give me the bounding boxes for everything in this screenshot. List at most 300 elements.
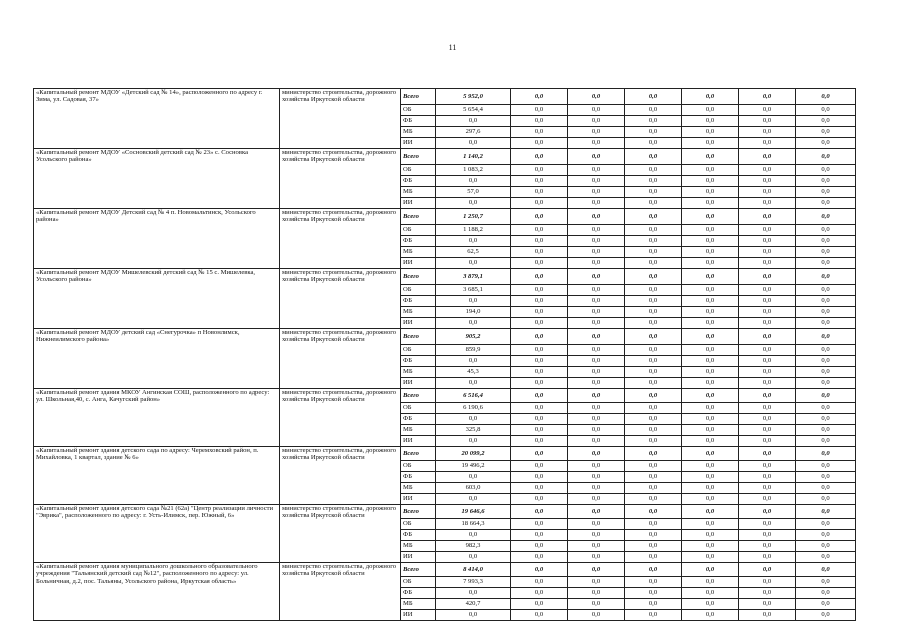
amount-cell: 0,0 — [568, 225, 625, 236]
amount-cell: 0,0 — [568, 258, 625, 269]
amount-cell: 0,0 — [568, 105, 625, 116]
amount-cell: 0,0 — [739, 541, 796, 552]
amount-cell: 0,0 — [682, 187, 739, 198]
amount-cell: 0,0 — [625, 461, 682, 472]
amount-cell: 0,0 — [796, 552, 856, 563]
amount-cell: 0,0 — [739, 505, 796, 519]
amount-cell: 0,0 — [796, 505, 856, 519]
funding-source: ОБ — [401, 403, 436, 414]
amount-cell: 1 140,2 — [436, 149, 511, 165]
amount-cell: 0,0 — [511, 89, 568, 105]
amount-cell: 0,0 — [436, 318, 511, 329]
funding-source: ИИ — [401, 552, 436, 563]
funding-source: Всего — [401, 389, 436, 403]
amount-cell: 0,0 — [682, 588, 739, 599]
amount-cell: 0,0 — [796, 577, 856, 588]
amount-cell: 0,0 — [568, 494, 625, 505]
amount-cell: 0,0 — [796, 269, 856, 285]
amount-cell: 6 516,4 — [436, 389, 511, 403]
amount-cell: 0,0 — [682, 577, 739, 588]
amount-cell: 0,0 — [796, 367, 856, 378]
amount-cell: 0,0 — [682, 389, 739, 403]
amount-cell: 0,0 — [739, 530, 796, 541]
amount-cell: 0,0 — [511, 563, 568, 577]
amount-cell: 0,0 — [511, 236, 568, 247]
amount-cell: 0,0 — [511, 138, 568, 149]
funding-source: ИИ — [401, 258, 436, 269]
amount-cell: 0,0 — [436, 530, 511, 541]
project-name: «Капитальный ремонт МДОУ Мишелевский детский сад № 15 с. Мишелевка, Усольского района» — [34, 269, 280, 329]
amount-cell: 0,0 — [511, 610, 568, 621]
project-name: «Капитальный ремонт МДОУ Детский сад № 4 п. Новомальтинск, Усольского района» — [34, 209, 280, 269]
amount-cell: 0,0 — [682, 149, 739, 165]
project-executor: министерство строительства, дорожного хозяйства Иркутской области — [280, 389, 401, 447]
amount-cell: 0,0 — [511, 116, 568, 127]
amount-cell: 0,0 — [682, 198, 739, 209]
amount-cell: 0,0 — [682, 116, 739, 127]
amount-cell: 0,0 — [796, 165, 856, 176]
project-name: «Капитальный ремонт здания детского сада по адресу: Черемховский район, п. Михайловка, 1 квартал, здание № 6» — [34, 447, 280, 505]
project-executor: министерство строительства, дорожного хозяйства Иркутской области — [280, 563, 401, 621]
amount-cell: 0,0 — [511, 225, 568, 236]
amount-cell: 0,0 — [625, 269, 682, 285]
amount-cell: 0,0 — [625, 577, 682, 588]
amount-cell: 0,0 — [436, 198, 511, 209]
amount-cell: 0,0 — [625, 563, 682, 577]
amount-cell: 0,0 — [436, 610, 511, 621]
amount-cell: 0,0 — [682, 165, 739, 176]
amount-cell: 0,0 — [796, 89, 856, 105]
amount-cell: 0,0 — [796, 198, 856, 209]
amount-cell: 0,0 — [568, 367, 625, 378]
amount-cell: 0,0 — [436, 552, 511, 563]
amount-cell: 0,0 — [682, 105, 739, 116]
amount-cell: 0,0 — [682, 345, 739, 356]
amount-cell: 0,0 — [625, 436, 682, 447]
amount-cell: 0,0 — [511, 472, 568, 483]
funding-source: ИИ — [401, 436, 436, 447]
amount-cell: 0,0 — [796, 403, 856, 414]
amount-cell: 0,0 — [739, 247, 796, 258]
amount-cell: 0,0 — [739, 403, 796, 414]
amount-cell: 0,0 — [739, 116, 796, 127]
amount-cell: 859,9 — [436, 345, 511, 356]
funding-source: ФБ — [401, 116, 436, 127]
amount-cell: 0,0 — [625, 258, 682, 269]
amount-cell: 0,0 — [682, 447, 739, 461]
amount-cell: 0,0 — [511, 187, 568, 198]
amount-cell: 0,0 — [568, 588, 625, 599]
amount-cell: 0,0 — [796, 116, 856, 127]
amount-cell: 0,0 — [625, 138, 682, 149]
amount-cell: 0,0 — [436, 296, 511, 307]
amount-cell: 1 250,7 — [436, 209, 511, 225]
amount-cell: 0,0 — [511, 403, 568, 414]
amount-cell: 0,0 — [796, 176, 856, 187]
funding-source: ИИ — [401, 138, 436, 149]
amount-cell: 0,0 — [796, 307, 856, 318]
funding-source: МБ — [401, 307, 436, 318]
project-executor: министерство строительства, дорожного хозяйства Иркутской области — [280, 447, 401, 505]
amount-cell: 0,0 — [511, 425, 568, 436]
amount-cell: 0,0 — [739, 89, 796, 105]
amount-cell: 1 188,2 — [436, 225, 511, 236]
amount-cell: 325,8 — [436, 425, 511, 436]
funding-source: ФБ — [401, 236, 436, 247]
amount-cell: 0,0 — [682, 494, 739, 505]
amount-cell: 0,0 — [739, 588, 796, 599]
funding-source: ФБ — [401, 414, 436, 425]
amount-cell: 0,0 — [625, 345, 682, 356]
amount-cell: 0,0 — [739, 236, 796, 247]
amount-cell: 0,0 — [682, 472, 739, 483]
funding-source: ИИ — [401, 378, 436, 389]
amount-cell: 0,0 — [796, 105, 856, 116]
project-name: «Капитальный ремонт МДОУ «Сосновский детский сад № 23» с. Сосновка Усольского района» — [34, 149, 280, 209]
budget-table — [33, 88, 856, 621]
amount-cell: 0,0 — [568, 345, 625, 356]
amount-cell: 0,0 — [568, 269, 625, 285]
amount-cell: 0,0 — [682, 296, 739, 307]
amount-cell: 0,0 — [568, 577, 625, 588]
amount-cell: 0,0 — [739, 519, 796, 530]
amount-cell: 0,0 — [739, 356, 796, 367]
amount-cell: 0,0 — [739, 285, 796, 296]
amount-cell: 0,0 — [682, 258, 739, 269]
amount-cell: 0,0 — [568, 541, 625, 552]
amount-cell: 0,0 — [625, 307, 682, 318]
amount-cell: 0,0 — [511, 247, 568, 258]
amount-cell: 57,0 — [436, 187, 511, 198]
amount-cell: 0,0 — [568, 378, 625, 389]
table-row — [34, 505, 856, 519]
amount-cell: 0,0 — [436, 494, 511, 505]
amount-cell: 0,0 — [625, 329, 682, 345]
project-executor: министерство строительства, дорожного хозяйства Иркутской области — [280, 149, 401, 209]
project-name: «Капитальный ремонт здания МКОУ Ангинская СОШ, расположенного по адресу: ул. Школьная,40, с. Анга, Качугский район» — [34, 389, 280, 447]
amount-cell: 0,0 — [682, 541, 739, 552]
amount-cell: 0,0 — [739, 494, 796, 505]
amount-cell: 0,0 — [682, 176, 739, 187]
amount-cell: 0,0 — [739, 552, 796, 563]
amount-cell: 0,0 — [739, 367, 796, 378]
project-executor: министерство строительства, дорожного хозяйства Иркутской области — [280, 89, 401, 149]
amount-cell: 0,0 — [796, 461, 856, 472]
amount-cell: 0,0 — [568, 116, 625, 127]
amount-cell: 0,0 — [568, 505, 625, 519]
amount-cell: 0,0 — [625, 378, 682, 389]
amount-cell: 0,0 — [796, 494, 856, 505]
funding-source: Всего — [401, 149, 436, 165]
funding-source: МБ — [401, 599, 436, 610]
funding-source: Всего — [401, 505, 436, 519]
funding-source: Всего — [401, 89, 436, 105]
amount-cell: 0,0 — [511, 447, 568, 461]
amount-cell: 603,0 — [436, 483, 511, 494]
amount-cell: 0,0 — [568, 599, 625, 610]
amount-cell: 0,0 — [568, 403, 625, 414]
funding-source: ИИ — [401, 610, 436, 621]
amount-cell: 5 952,0 — [436, 89, 511, 105]
amount-cell: 18 664,3 — [436, 519, 511, 530]
project-name: «Капитальный ремонт МДОУ детский сад «Снегурочка» п Новонлимск, Нижнеилимского района» — [34, 329, 280, 389]
amount-cell: 0,0 — [568, 209, 625, 225]
amount-cell: 0,0 — [796, 356, 856, 367]
funding-source: ОБ — [401, 285, 436, 296]
amount-cell: 0,0 — [511, 519, 568, 530]
amount-cell: 0,0 — [625, 127, 682, 138]
project-executor: министерство строительства, дорожного хозяйства Иркутской области — [280, 209, 401, 269]
amount-cell: 3 685,1 — [436, 285, 511, 296]
amount-cell: 0,0 — [682, 483, 739, 494]
amount-cell: 0,0 — [796, 483, 856, 494]
project-name: «Капитальный ремонт здания муниципального дошкольного образовательного учреждения "Тальянский детский сад №12", расположенного по адресу: ул. Больничная, д.2, пос. Тальяны, Усольского района, Иркутская область» — [34, 563, 280, 621]
table-body — [34, 89, 856, 621]
amount-cell: 0,0 — [511, 127, 568, 138]
project-executor: министерство строительства, дорожного хозяйства Иркутской области — [280, 329, 401, 389]
amount-cell: 5 654,4 — [436, 105, 511, 116]
funding-source: ИИ — [401, 198, 436, 209]
amount-cell: 0,0 — [625, 505, 682, 519]
amount-cell: 0,0 — [625, 296, 682, 307]
amount-cell: 0,0 — [568, 483, 625, 494]
amount-cell: 0,0 — [568, 389, 625, 403]
funding-source: Всего — [401, 563, 436, 577]
amount-cell: 0,0 — [511, 318, 568, 329]
funding-source: ОБ — [401, 461, 436, 472]
amount-cell: 0,0 — [625, 530, 682, 541]
amount-cell: 0,0 — [682, 138, 739, 149]
amount-cell: 0,0 — [682, 378, 739, 389]
amount-cell: 0,0 — [682, 89, 739, 105]
amount-cell: 0,0 — [739, 414, 796, 425]
amount-cell: 194,0 — [436, 307, 511, 318]
amount-cell: 0,0 — [739, 577, 796, 588]
amount-cell: 0,0 — [511, 505, 568, 519]
amount-cell: 0,0 — [796, 389, 856, 403]
amount-cell: 0,0 — [568, 329, 625, 345]
amount-cell: 0,0 — [796, 329, 856, 345]
amount-cell: 0,0 — [739, 258, 796, 269]
amount-cell: 420,7 — [436, 599, 511, 610]
amount-cell: 0,0 — [739, 225, 796, 236]
amount-cell: 0,0 — [568, 307, 625, 318]
amount-cell: 0,0 — [796, 447, 856, 461]
amount-cell: 0,0 — [625, 519, 682, 530]
amount-cell: 0,0 — [739, 269, 796, 285]
amount-cell: 0,0 — [568, 138, 625, 149]
amount-cell: 19 496,2 — [436, 461, 511, 472]
amount-cell: 0,0 — [511, 367, 568, 378]
amount-cell: 0,0 — [511, 541, 568, 552]
amount-cell: 0,0 — [625, 176, 682, 187]
amount-cell: 7 993,3 — [436, 577, 511, 588]
funding-source: МБ — [401, 483, 436, 494]
amount-cell: 0,0 — [796, 425, 856, 436]
amount-cell: 0,0 — [511, 552, 568, 563]
amount-cell: 0,0 — [739, 138, 796, 149]
amount-cell: 0,0 — [625, 447, 682, 461]
amount-cell: 0,0 — [511, 105, 568, 116]
amount-cell: 0,0 — [436, 378, 511, 389]
amount-cell: 0,0 — [796, 519, 856, 530]
amount-cell: 0,0 — [682, 461, 739, 472]
amount-cell: 0,0 — [511, 198, 568, 209]
amount-cell: 0,0 — [568, 89, 625, 105]
amount-cell: 0,0 — [568, 436, 625, 447]
amount-cell: 0,0 — [739, 378, 796, 389]
amount-cell: 0,0 — [625, 165, 682, 176]
amount-cell: 0,0 — [568, 176, 625, 187]
amount-cell: 0,0 — [568, 296, 625, 307]
amount-cell: 0,0 — [796, 225, 856, 236]
amount-cell: 0,0 — [511, 494, 568, 505]
amount-cell: 0,0 — [796, 530, 856, 541]
amount-cell: 0,0 — [682, 209, 739, 225]
amount-cell: 0,0 — [682, 610, 739, 621]
amount-cell: 982,3 — [436, 541, 511, 552]
amount-cell: 0,0 — [436, 176, 511, 187]
amount-cell: 0,0 — [568, 461, 625, 472]
amount-cell: 0,0 — [625, 247, 682, 258]
funding-source: ОБ — [401, 345, 436, 356]
funding-source: ФБ — [401, 472, 436, 483]
amount-cell: 0,0 — [796, 318, 856, 329]
funding-source: ФБ — [401, 296, 436, 307]
amount-cell: 0,0 — [625, 89, 682, 105]
amount-cell: 20 099,2 — [436, 447, 511, 461]
amount-cell: 0,0 — [625, 425, 682, 436]
amount-cell: 0,0 — [568, 165, 625, 176]
amount-cell: 0,0 — [568, 425, 625, 436]
amount-cell: 0,0 — [739, 296, 796, 307]
amount-cell: 0,0 — [625, 187, 682, 198]
project-executor: министерство строительства, дорожного хозяйства Иркутской области — [280, 269, 401, 329]
amount-cell: 0,0 — [682, 436, 739, 447]
amount-cell: 0,0 — [796, 436, 856, 447]
amount-cell: 0,0 — [682, 269, 739, 285]
amount-cell: 3 879,1 — [436, 269, 511, 285]
amount-cell: 0,0 — [511, 329, 568, 345]
amount-cell: 0,0 — [511, 483, 568, 494]
funding-source: МБ — [401, 367, 436, 378]
amount-cell: 0,0 — [511, 599, 568, 610]
funding-source: ФБ — [401, 530, 436, 541]
amount-cell: 0,0 — [739, 345, 796, 356]
amount-cell: 0,0 — [796, 247, 856, 258]
amount-cell: 0,0 — [796, 610, 856, 621]
amount-cell: 0,0 — [568, 472, 625, 483]
funding-source: МБ — [401, 127, 436, 138]
amount-cell: 0,0 — [625, 494, 682, 505]
table-row — [34, 389, 856, 403]
amount-cell: 0,0 — [625, 367, 682, 378]
funding-source: МБ — [401, 247, 436, 258]
amount-cell: 0,0 — [568, 127, 625, 138]
table-row — [34, 447, 856, 461]
amount-cell: 0,0 — [625, 483, 682, 494]
amount-cell: 0,0 — [796, 149, 856, 165]
amount-cell: 0,0 — [625, 149, 682, 165]
amount-cell: 0,0 — [796, 414, 856, 425]
amount-cell: 0,0 — [682, 329, 739, 345]
funding-source: ФБ — [401, 588, 436, 599]
amount-cell: 0,0 — [739, 610, 796, 621]
funding-source: Всего — [401, 209, 436, 225]
amount-cell: 0,0 — [625, 116, 682, 127]
amount-cell: 0,0 — [682, 414, 739, 425]
amount-cell: 0,0 — [796, 258, 856, 269]
amount-cell: 0,0 — [682, 247, 739, 258]
amount-cell: 0,0 — [682, 552, 739, 563]
amount-cell: 0,0 — [436, 236, 511, 247]
project-executor: министерство строительства, дорожного хозяйства Иркутской области — [280, 505, 401, 563]
amount-cell: 0,0 — [739, 563, 796, 577]
amount-cell: 0,0 — [796, 378, 856, 389]
amount-cell: 0,0 — [625, 472, 682, 483]
amount-cell: 62,5 — [436, 247, 511, 258]
amount-cell: 0,0 — [511, 209, 568, 225]
amount-cell: 0,0 — [796, 296, 856, 307]
amount-cell: 0,0 — [739, 436, 796, 447]
table-row — [34, 563, 856, 577]
amount-cell: 0,0 — [682, 367, 739, 378]
amount-cell: 0,0 — [436, 414, 511, 425]
amount-cell: 0,0 — [625, 541, 682, 552]
amount-cell: 0,0 — [511, 530, 568, 541]
amount-cell: 0,0 — [436, 436, 511, 447]
amount-cell: 0,0 — [568, 552, 625, 563]
amount-cell: 0,0 — [568, 610, 625, 621]
amount-cell: 297,6 — [436, 127, 511, 138]
amount-cell: 0,0 — [682, 236, 739, 247]
amount-cell: 0,0 — [511, 307, 568, 318]
amount-cell: 0,0 — [568, 285, 625, 296]
amount-cell: 0,0 — [568, 149, 625, 165]
funding-source: ИИ — [401, 318, 436, 329]
amount-cell: 0,0 — [511, 165, 568, 176]
table-row — [34, 149, 856, 165]
amount-cell: 0,0 — [436, 356, 511, 367]
amount-cell: 0,0 — [625, 356, 682, 367]
amount-cell: 0,0 — [625, 610, 682, 621]
amount-cell: 0,0 — [511, 436, 568, 447]
amount-cell: 0,0 — [511, 588, 568, 599]
amount-cell: 0,0 — [796, 127, 856, 138]
funding-source: Всего — [401, 447, 436, 461]
amount-cell: 0,0 — [568, 247, 625, 258]
amount-cell: 0,0 — [568, 563, 625, 577]
amount-cell: 0,0 — [739, 176, 796, 187]
amount-cell: 0,0 — [436, 258, 511, 269]
amount-cell: 0,0 — [796, 138, 856, 149]
amount-cell: 0,0 — [568, 187, 625, 198]
amount-cell: 0,0 — [625, 285, 682, 296]
table-row — [34, 209, 856, 225]
amount-cell: 0,0 — [682, 530, 739, 541]
amount-cell: 0,0 — [796, 599, 856, 610]
page-number: 11 — [448, 43, 457, 52]
amount-cell: 0,0 — [625, 403, 682, 414]
funding-source: ОБ — [401, 577, 436, 588]
amount-cell: 0,0 — [796, 563, 856, 577]
amount-cell: 0,0 — [625, 414, 682, 425]
amount-cell: 0,0 — [796, 187, 856, 198]
funding-source: ИИ — [401, 494, 436, 505]
table-row — [34, 269, 856, 285]
amount-cell: 0,0 — [796, 472, 856, 483]
amount-cell: 0,0 — [739, 425, 796, 436]
